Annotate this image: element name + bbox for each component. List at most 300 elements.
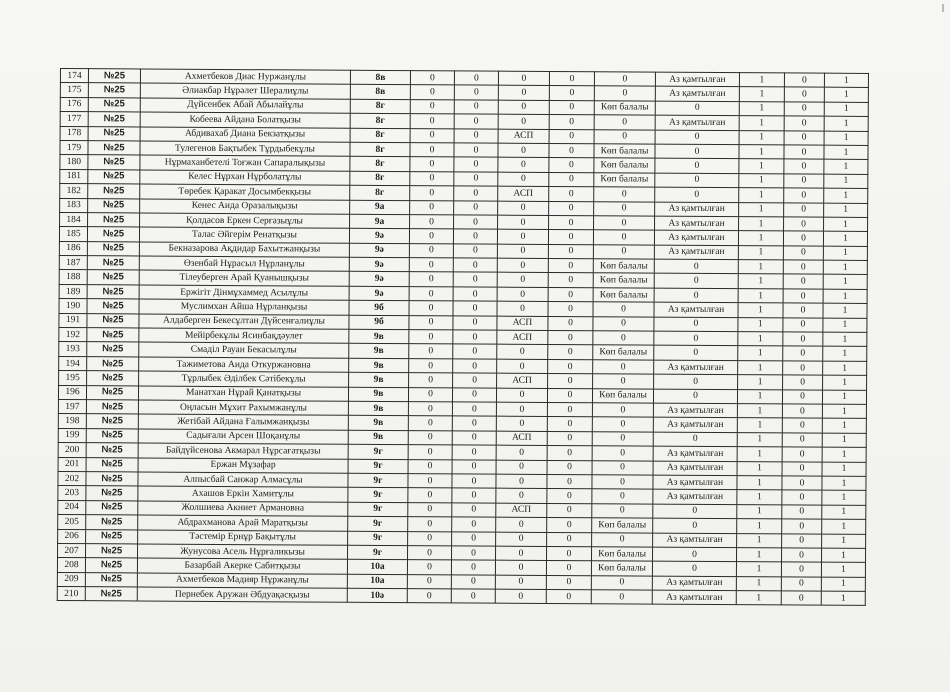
cell-col5: 0 <box>593 244 654 259</box>
cell-col6: Аз қамтылған <box>655 216 739 231</box>
cell-col5: 0 <box>591 590 652 605</box>
school-number: №25 <box>86 457 138 472</box>
cell-col8: 0 <box>783 375 823 390</box>
cell-col9: 1 <box>824 73 868 88</box>
cell-col3: 0 <box>498 143 549 158</box>
cell-col3: 0 <box>497 273 548 288</box>
row-number: 178 <box>60 126 88 141</box>
cell-col7: 1 <box>738 260 783 275</box>
school-number: №25 <box>87 227 139 242</box>
cell-col3: 0 <box>498 71 549 86</box>
cell-col4: 0 <box>549 172 594 187</box>
school-number: №25 <box>86 400 138 415</box>
cell-col8: 0 <box>784 188 824 203</box>
student-name: Абдивахаб Диана Бекзатқызы <box>140 127 350 143</box>
cell-col8: 0 <box>782 519 822 534</box>
cell-col9: 1 <box>823 347 867 362</box>
cell-col7: 1 <box>737 389 782 404</box>
cell-col7: 1 <box>736 548 781 563</box>
class-grade: 9в <box>348 416 408 431</box>
cell-col1: 0 <box>408 445 452 460</box>
cell-col6: Аз қамтылған <box>653 403 737 418</box>
class-grade: 9а <box>350 200 410 215</box>
student-name: Кобеева Айдана Болатқызы <box>140 112 350 128</box>
cell-col6: Аз қамтылған <box>654 302 738 317</box>
cell-col6: 0 <box>654 374 738 389</box>
cell-col3: 0 <box>495 560 546 575</box>
school-number: №25 <box>87 285 139 300</box>
cell-col8: 0 <box>782 433 822 448</box>
cell-col9: 1 <box>823 318 867 333</box>
cell-col7: 1 <box>737 447 782 462</box>
cell-col7: 1 <box>738 274 783 289</box>
cell-col2: 0 <box>454 100 498 115</box>
cell-col6: 0 <box>654 288 738 303</box>
cell-col9: 1 <box>822 419 866 434</box>
cell-col2: 0 <box>453 287 497 302</box>
student-name: Тұрлыбек Әділбек Сәтібекұлы <box>139 371 349 387</box>
school-number: №25 <box>86 428 138 443</box>
class-grade: 9в <box>348 387 408 402</box>
cell-col6: 0 <box>654 274 738 289</box>
cell-col5: 0 <box>594 72 655 87</box>
cell-col5: 0 <box>593 374 654 389</box>
cell-col8: 0 <box>783 274 823 289</box>
cell-col6: Аз қамтылған <box>654 230 738 245</box>
cell-col3: 0 <box>496 445 547 460</box>
cell-col2: 0 <box>452 531 496 546</box>
class-grade: 9в <box>349 329 409 344</box>
cell-col5: 0 <box>594 115 655 130</box>
school-number: №25 <box>85 572 137 587</box>
cell-col3: 0 <box>497 359 548 374</box>
cell-col1: 0 <box>410 200 454 215</box>
row-number: 201 <box>58 457 86 472</box>
school-number: №25 <box>87 241 139 256</box>
cell-col8: 0 <box>784 159 824 174</box>
cell-col4: 0 <box>547 532 592 547</box>
cell-col8: 0 <box>783 303 823 318</box>
student-name: Тажиметова Аида Откуржановна <box>139 357 349 373</box>
cell-col7: 1 <box>737 504 782 519</box>
cell-col9: 1 <box>823 332 867 347</box>
cell-col5: 0 <box>592 417 653 432</box>
row-number: 190 <box>59 299 87 314</box>
cell-col7: 1 <box>738 317 783 332</box>
cell-col9: 1 <box>822 534 866 549</box>
cell-col4: 0 <box>548 345 593 360</box>
cell-col3: 0 <box>498 172 549 187</box>
cell-col1: 0 <box>409 358 453 373</box>
student-name: Алпысбай Санжар Алмасұлы <box>138 472 348 488</box>
cell-col7: 1 <box>737 418 782 433</box>
cell-col7: 1 <box>739 116 784 131</box>
cell-col1: 0 <box>409 286 453 301</box>
class-grade: 10ә <box>347 588 407 603</box>
row-number: 200 <box>58 443 86 458</box>
cell-col9: 1 <box>821 562 865 577</box>
cell-col8: 0 <box>784 87 824 102</box>
cell-col1: 0 <box>408 416 452 431</box>
cell-col1: 0 <box>410 186 454 201</box>
cell-col4: 0 <box>548 287 593 302</box>
row-number: 179 <box>60 140 88 155</box>
cell-col8: 0 <box>782 447 822 462</box>
cell-col9: 1 <box>824 102 868 117</box>
cell-col8: 0 <box>784 217 824 232</box>
cell-col5: Көп балалы <box>591 561 652 576</box>
cell-col2: 0 <box>451 589 495 604</box>
cell-col7: 1 <box>736 576 781 591</box>
student-name: Абдрахманова Арай Маратқызы <box>138 515 348 531</box>
student-name: Манатхан Нұрай Қанатқызы <box>138 386 348 402</box>
cell-col2: 0 <box>452 402 496 417</box>
cell-col3: 0 <box>496 402 547 417</box>
cell-col5: Көп балалы <box>593 288 654 303</box>
cell-col3: 0 <box>496 474 547 489</box>
class-grade: 9г <box>348 516 408 531</box>
cell-col1: 0 <box>410 85 454 100</box>
cell-col3: АСП <box>496 503 547 518</box>
class-grade: 9б <box>349 301 409 316</box>
cell-col8: 0 <box>781 562 821 577</box>
cell-col5: Көп балалы <box>592 518 653 533</box>
cell-col5: 0 <box>593 230 654 245</box>
cell-col4: 0 <box>548 302 593 317</box>
cell-col5: 0 <box>592 432 653 447</box>
cell-col7: 1 <box>739 73 784 88</box>
student-table <box>57 68 869 606</box>
cell-col5: 0 <box>592 403 653 418</box>
school-number: №25 <box>88 198 140 213</box>
cell-col3: АСП <box>497 316 548 331</box>
cell-col4: 0 <box>549 158 594 173</box>
cell-col2: 0 <box>453 229 497 244</box>
cell-col8: 0 <box>782 490 822 505</box>
row-number: 193 <box>59 342 87 357</box>
school-number: №25 <box>88 126 140 141</box>
cell-col6: 0 <box>653 504 737 519</box>
school-number: №25 <box>86 544 138 559</box>
cell-col9: 1 <box>822 447 866 462</box>
cell-col1: 0 <box>410 143 454 158</box>
cell-col4: 0 <box>547 402 592 417</box>
cell-col1: 0 <box>410 71 454 86</box>
student-name: Садығали Арсен Шоқанұлы <box>138 429 348 445</box>
cell-col2: 0 <box>452 431 496 446</box>
cell-col8: 0 <box>784 130 824 145</box>
cell-col3: 0 <box>495 589 546 604</box>
cell-col3: 0 <box>496 417 547 432</box>
cell-col1: 0 <box>409 272 453 287</box>
row-number: 182 <box>60 184 88 199</box>
school-number: №25 <box>88 169 140 184</box>
cell-col7: 1 <box>739 188 784 203</box>
student-name: Әлиакбар Нұрәлет Шералиұлы <box>140 83 350 99</box>
row-number: 202 <box>58 471 86 486</box>
student-name: Байдүйсенова Акмарал Нұрсағатқызы <box>138 443 348 459</box>
class-grade: 9ә <box>349 243 409 258</box>
cell-col2: 0 <box>452 517 496 532</box>
cell-col3: 0 <box>496 532 547 547</box>
cell-col8: 0 <box>781 591 821 606</box>
cell-col1: 0 <box>408 387 452 402</box>
row-number: 184 <box>60 212 88 227</box>
cell-col8: 0 <box>783 361 823 376</box>
class-grade: 9а <box>350 214 410 229</box>
cell-col9: 1 <box>823 303 867 318</box>
cell-col3: АСП <box>497 373 548 388</box>
school-number: №25 <box>87 270 139 285</box>
cell-col1: 0 <box>410 215 454 230</box>
cell-col7: 1 <box>739 202 784 217</box>
cell-col6: Аз қамтылған <box>652 576 736 591</box>
school-number: №25 <box>88 112 140 127</box>
row-number: 187 <box>59 256 87 271</box>
cell-col3: АСП <box>497 330 548 345</box>
cell-col6: Аз қамтылған <box>653 418 737 433</box>
cell-col6: 0 <box>655 187 739 202</box>
student-name: Алдаберген Бекесұлтан Дүйсенғалиұлы <box>139 314 349 330</box>
cell-col7: 1 <box>736 591 781 606</box>
cell-col5: Көп балалы <box>593 273 654 288</box>
cell-col3: 0 <box>496 517 547 532</box>
row-number: 186 <box>59 241 87 256</box>
school-number: №25 <box>87 299 139 314</box>
class-grade: 9г <box>348 488 408 503</box>
cell-col9: 1 <box>822 519 866 534</box>
cell-col3: 0 <box>497 345 548 360</box>
student-name: Нұрмаханбетелі Тоғжан Сапаралықызы <box>140 155 350 171</box>
cell-col6: 0 <box>652 561 736 576</box>
cell-col9: 1 <box>823 375 867 390</box>
student-name: Оңласын Мұхит Рахымжанұлы <box>138 400 348 416</box>
cell-col8: 0 <box>784 174 824 189</box>
cell-col4: 0 <box>548 359 593 374</box>
cell-col3: 0 <box>497 258 548 273</box>
cell-col6: 0 <box>655 173 739 188</box>
row-number: 181 <box>60 169 88 184</box>
cell-col2: 0 <box>453 272 497 287</box>
cell-col5: 0 <box>593 316 654 331</box>
student-name: Келес Нұрхан Нұрболатұлы <box>140 170 350 186</box>
cell-col2: 0 <box>452 488 496 503</box>
school-number: №25 <box>87 356 139 371</box>
cell-col4: 0 <box>549 201 594 216</box>
cell-col4: 0 <box>547 431 592 446</box>
cell-col7: 1 <box>739 130 784 145</box>
cell-col4: 0 <box>549 115 594 130</box>
cell-col5: 0 <box>591 575 652 590</box>
cell-col7: 1 <box>737 490 782 505</box>
cell-col8: 0 <box>783 231 823 246</box>
class-grade: 9г <box>348 459 408 474</box>
cell-col1: 0 <box>409 258 453 273</box>
student-name: Жунусова Асель Нұрғаликызы <box>138 544 348 560</box>
row-number: 192 <box>59 328 87 343</box>
student-name: Жолшиева Акниет Армановна <box>138 501 348 517</box>
cell-col4: 0 <box>548 316 593 331</box>
cell-col5: Көп балалы <box>594 172 655 187</box>
row-number: 208 <box>57 558 85 573</box>
cell-col6: 0 <box>655 144 739 159</box>
student-name: Бекназарова Ақдидар Бахытжанқызы <box>139 242 349 258</box>
cell-col6: 0 <box>654 259 738 274</box>
cell-col3: 0 <box>498 201 549 216</box>
row-number: 195 <box>59 371 87 386</box>
class-grade: 9г <box>348 444 408 459</box>
cell-col2: 0 <box>454 186 498 201</box>
cell-col9: 1 <box>823 246 867 261</box>
cell-col4: 0 <box>549 129 594 144</box>
class-grade: 9г <box>348 473 408 488</box>
cell-col2: 0 <box>451 560 495 575</box>
cell-col7: 1 <box>737 533 782 548</box>
cell-col9: 1 <box>824 116 868 131</box>
cell-col9: 1 <box>824 145 868 160</box>
cell-col2: 0 <box>452 459 496 474</box>
cell-col4: 0 <box>547 503 592 518</box>
class-grade: 8г <box>350 185 410 200</box>
cell-col8: 0 <box>782 404 822 419</box>
cell-col6: Аз қамтылған <box>653 446 737 461</box>
school-number: №25 <box>85 558 137 573</box>
cell-col7: 1 <box>738 245 783 260</box>
student-name: Өзенбай Нұрасыл Нұрланұлы <box>139 256 349 272</box>
table-body <box>57 69 868 606</box>
cell-col5: 0 <box>593 331 654 346</box>
cell-col1: 0 <box>408 459 452 474</box>
school-number: №25 <box>86 515 138 530</box>
cell-col8: 0 <box>782 461 822 476</box>
cell-col1: 0 <box>410 128 454 143</box>
class-grade: 9ә <box>349 272 409 287</box>
cell-col9: 1 <box>822 404 866 419</box>
cell-col8: 0 <box>781 548 821 563</box>
school-number: №25 <box>87 371 139 386</box>
cell-col7: 1 <box>737 519 782 534</box>
cell-col9: 1 <box>824 217 868 232</box>
cell-col4: 0 <box>549 187 594 202</box>
row-number: 205 <box>58 515 86 530</box>
cell-col2: 0 <box>454 114 498 129</box>
cell-col7: 1 <box>738 231 783 246</box>
cell-col1: 0 <box>409 243 453 258</box>
student-name: Ахметбеков Мадияр Нұржанұлы <box>137 573 347 589</box>
cell-col7: 1 <box>739 159 784 174</box>
cell-col2: 0 <box>453 301 497 316</box>
school-number: №25 <box>86 472 138 487</box>
school-number: №25 <box>85 587 137 602</box>
school-number: №25 <box>86 486 138 501</box>
school-number: №25 <box>88 155 140 170</box>
student-name: Жетібай Айдана Ғалымжанқызы <box>138 414 348 430</box>
cell-col4: 0 <box>547 460 592 475</box>
row-number: 185 <box>59 227 87 242</box>
cell-col8: 0 <box>783 346 823 361</box>
class-grade: 8г <box>350 171 410 186</box>
cell-col4: 0 <box>547 518 592 533</box>
cell-col4: 0 <box>546 575 591 590</box>
cell-col2: 0 <box>452 416 496 431</box>
cell-col6: 0 <box>653 432 737 447</box>
row-number: 206 <box>58 529 86 544</box>
cell-col1: 0 <box>407 560 451 575</box>
cell-col1: 0 <box>409 344 453 359</box>
cell-col5: Көп балалы <box>593 259 654 274</box>
cell-col6: 0 <box>655 130 739 145</box>
cell-col8: 0 <box>783 246 823 261</box>
cell-col1: 0 <box>409 330 453 345</box>
cell-col7: 1 <box>738 360 783 375</box>
school-number: №25 <box>88 141 140 156</box>
cell-col1: 0 <box>407 574 451 589</box>
school-number: №25 <box>88 97 140 112</box>
cell-col7: 1 <box>738 346 783 361</box>
cell-col7: 1 <box>739 173 784 188</box>
cell-col3: 0 <box>498 114 549 129</box>
cell-col9: 1 <box>822 462 866 477</box>
cell-col2: 0 <box>452 546 496 561</box>
cell-col2: 0 <box>454 157 498 172</box>
cell-col2: 0 <box>454 85 498 100</box>
cell-col1: 0 <box>408 517 452 532</box>
cell-col3: 0 <box>498 158 549 173</box>
cell-col6: 0 <box>652 547 736 562</box>
school-number: №25 <box>88 184 140 199</box>
class-grade: 8г <box>350 99 410 114</box>
cell-col9: 1 <box>824 174 868 189</box>
cell-col2: 0 <box>454 71 498 86</box>
cell-col1: 0 <box>408 502 452 517</box>
cell-col4: 0 <box>549 100 594 115</box>
cell-col7: 1 <box>737 476 782 491</box>
cell-col9: 1 <box>823 260 867 275</box>
cell-col7: 1 <box>736 562 781 577</box>
cell-col6: Аз қамтылған <box>654 245 738 260</box>
cell-col9: 1 <box>821 577 865 592</box>
cell-col5: Көп балалы <box>593 345 654 360</box>
cell-col1: 0 <box>408 531 452 546</box>
cell-col5: 0 <box>594 216 655 231</box>
student-name: Ержігіт Дінмұхаммед Асылұлы <box>139 285 349 301</box>
cell-col5: 0 <box>594 187 655 202</box>
row-number: 196 <box>58 385 86 400</box>
cell-col6: Аз қамтылған <box>653 489 737 504</box>
cell-col2: 0 <box>452 445 496 460</box>
row-number: 189 <box>59 284 87 299</box>
cell-col6: 0 <box>655 101 739 116</box>
cell-col2: 0 <box>454 215 498 230</box>
cell-col2: 0 <box>454 128 498 143</box>
cell-col8: 0 <box>784 202 824 217</box>
row-number: 188 <box>59 270 87 285</box>
cell-col1: 0 <box>409 301 453 316</box>
student-name: Дүйсенбек Абай Абылайұлы <box>140 98 350 114</box>
cell-col6: Аз қамтылған <box>653 461 737 476</box>
cell-col8: 0 <box>783 289 823 304</box>
cell-col6: Аз қамтылған <box>655 115 739 130</box>
cell-col2: 0 <box>454 200 498 215</box>
class-grade: 10а <box>347 574 407 589</box>
cell-col2: 0 <box>453 244 497 259</box>
class-grade: 9ә <box>349 229 409 244</box>
row-number: 177 <box>60 112 88 127</box>
cell-col4: 0 <box>546 590 591 605</box>
cell-col5: Көп балалы <box>594 101 655 116</box>
cell-col4: 0 <box>547 417 592 432</box>
cell-col1: 0 <box>408 474 452 489</box>
